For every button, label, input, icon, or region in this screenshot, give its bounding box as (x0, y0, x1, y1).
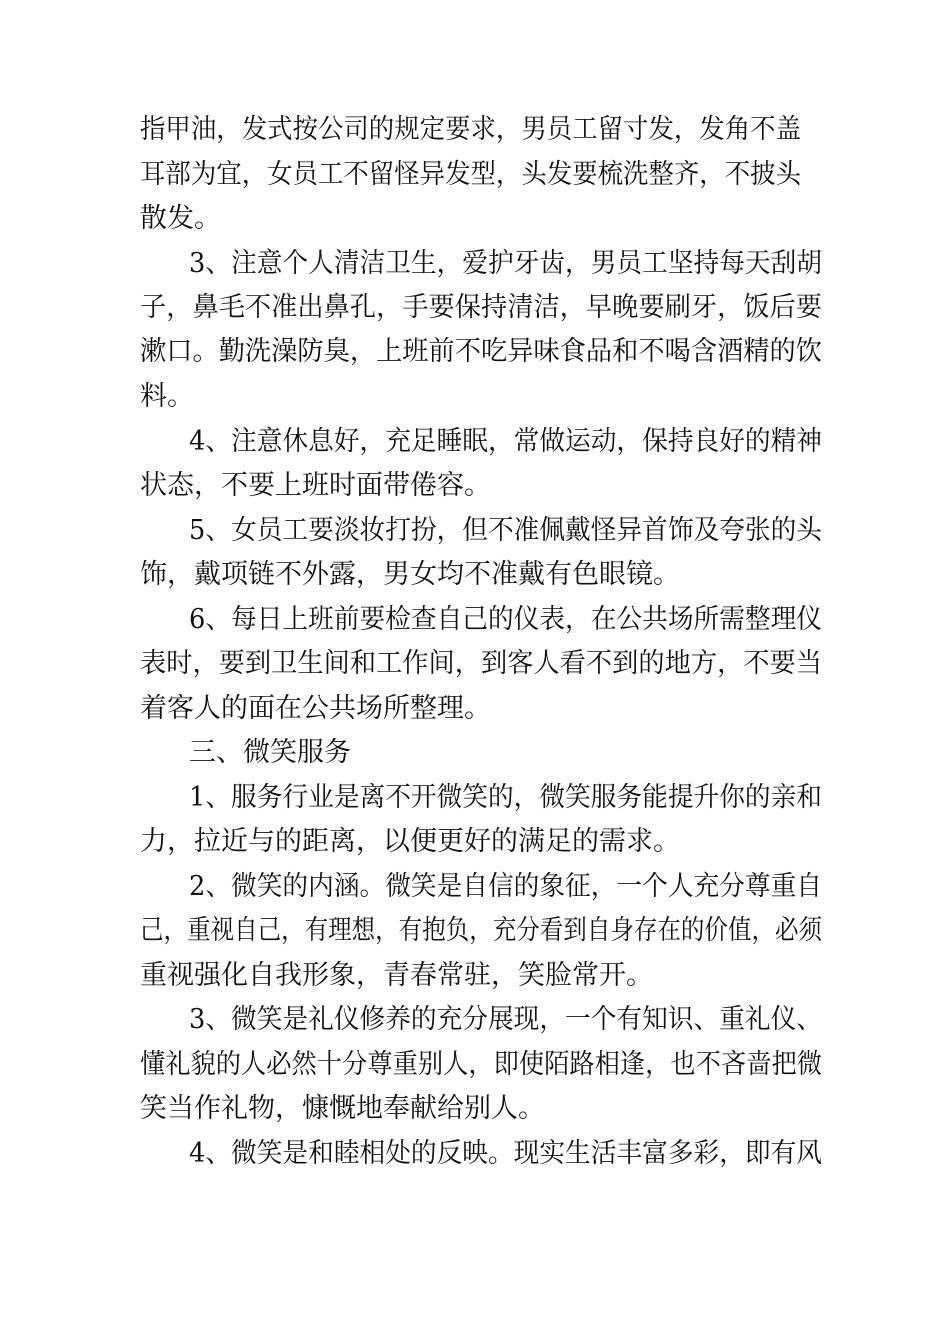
text-line (0, 329, 950, 375)
text-line-content: 3、微笑是礼仪修养的充分展现，一个有知识、重礼仪、 (189, 1004, 822, 1035)
text-line (0, 241, 950, 287)
text-line-content: 指甲油，发式按公司的规定要求，男员工留寸发，发角不盖 (140, 114, 802, 145)
text-line (0, 819, 950, 865)
text-line-content: 着客人的面在公共场所整理。 (140, 693, 491, 724)
text-line-content: 4、微笑是和睦相处的反映。现实生活丰富多彩，即有风 (189, 1138, 822, 1169)
text-line (0, 1042, 950, 1088)
text-line-content: 4、注意休息好，充足睡眠，常做运动，保持良好的精神 (189, 426, 822, 457)
text-line-content: 重视强化自我形象，青春常驻，笑脸常开。 (140, 960, 653, 991)
text-line (0, 196, 950, 242)
text-line (0, 641, 950, 687)
section-heading (0, 730, 950, 776)
text-line-content: 料。 (140, 381, 194, 412)
text-line (0, 775, 950, 821)
text-line-content: 懂礼貌的人必然十分尊重别人，即使陌路相逢，也不吝啬把微 (140, 1049, 822, 1080)
text-line (0, 419, 950, 465)
text-line-content: 子，鼻毛不准出鼻孔，手要保持清洁，早晚要刷牙，饭后要 (140, 292, 822, 323)
text-line-content: 5、女员工要淡妆打扮，但不准佩戴怪异首饰及夸张的头 (189, 515, 822, 546)
text-line-content: 散发。 (140, 203, 221, 234)
text-line-content: 笑当作礼物，慷慨地奉献给别人。 (140, 1093, 545, 1124)
text-line-content: 饰，戴项链不外露，男女均不准戴有色眼镜。 (140, 559, 680, 590)
text-line (0, 152, 950, 198)
text-line-content: 3、注意个人清洁卫生，爱护牙齿，男员工坚持每天刮胡 (189, 248, 822, 279)
text-line (0, 285, 950, 331)
text-line (0, 463, 950, 509)
text-line-content: 耳部为宜，女员工不留怪异发型，头发要梳洗整齐，不披头 (140, 159, 802, 190)
text-line-content: 己，重视自己，有理想，有抱负，充分看到自身存在的价值，必须 (140, 915, 822, 946)
text-line-content: 表时，要到卫生间和工作间，到客人看不到的地方，不要当 (140, 648, 822, 679)
text-line-content: 状态，不要上班时面带倦容。 (140, 470, 491, 501)
text-line (0, 374, 950, 420)
text-line-content: 2、微笑的内涵。微笑是自信的象征，一个人充分尊重自 (189, 871, 822, 902)
text-line-content: 力，拉近与的距离，以便更好的满足的需求。 (140, 826, 680, 857)
text-line (0, 552, 950, 598)
text-line (0, 597, 950, 643)
text-line (0, 997, 950, 1043)
section-heading-text: 三、微笑服务 (189, 737, 351, 768)
text-line-content: 6、每日上班前要检查自己的仪表，在公共场所需整理仪 (189, 604, 822, 635)
text-line (0, 1086, 950, 1132)
text-line (0, 864, 950, 910)
text-line (0, 953, 950, 999)
text-line (0, 908, 950, 954)
text-line (0, 1131, 950, 1177)
text-line (0, 107, 950, 153)
text-line-content: 1、服务行业是离不开微笑的，微笑服务能提升你的亲和 (189, 782, 822, 813)
text-line (0, 686, 950, 732)
text-line (0, 508, 950, 554)
text-line-content: 漱口。勤洗澡防臭，上班前不吃异味食品和不喝含酒精的饮 (140, 336, 822, 367)
